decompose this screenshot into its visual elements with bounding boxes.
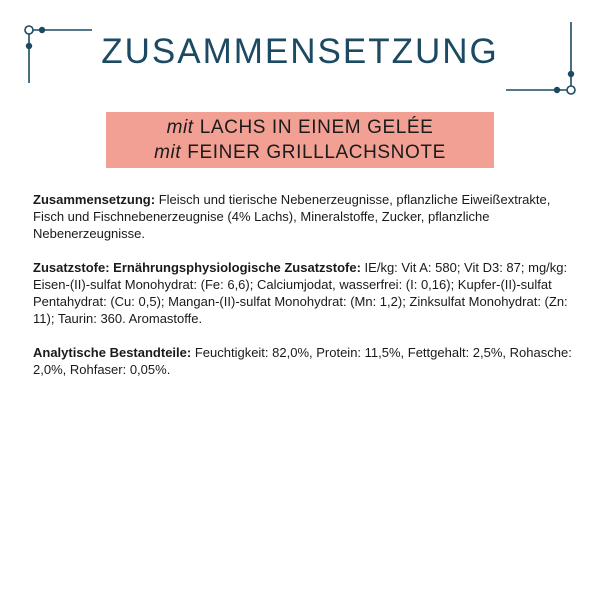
banner-line-2-text: FEINER GRILLLACHSNOTE <box>187 142 446 163</box>
banner-line-2 <box>154 140 446 165</box>
deco-circle-bottom-right-3 <box>555 88 560 93</box>
section-composition-label: Zusammensetzung: <box>33 192 156 207</box>
section-additives-text: IE/kg: Vit A: 580; Vit D3: 87; mg/kg: Eisen-(II)-sulfat Monohydrat: (Fe: 6,6); Calciumjodat, wasserfrei: (I: 0,16); Kupfer-(II)-sulfat Pentahydrat: (Cu: 0,5); Mangan-(II)-sulfat Monohydrat: (Mn: 1,2); Zinksulfat Monohydrat: (Zn: 11); Taurin: 360. Aromastoffe. <box>33 260 568 326</box>
banner-line-1 <box>167 115 434 140</box>
section-analytical <box>33 344 573 378</box>
deco-circle-bottom-right-2 <box>567 86 575 94</box>
section-composition <box>33 191 573 242</box>
banner-line-1-text: LACHS IN EINEM GELÉE <box>199 117 434 138</box>
product-banner <box>106 112 494 168</box>
page-title: ZUSAMMENSETZUNG <box>101 32 499 71</box>
section-analytical-label: Analytische Bestandteile: <box>33 345 192 360</box>
banner-line-2-prefix: mit <box>154 142 182 163</box>
composition-content <box>33 191 573 395</box>
section-analytical-text: Feuchtigkeit: 82,0%, Protein: 11,5%, Fettgehalt: 2,5%, Rohasche: 2,0%, Rohfaser: 0,05%. <box>33 345 572 377</box>
section-additives <box>33 259 573 327</box>
section-additives-label: Zusatzstofe: Ernährungsphysiologische Zusatzstofe: <box>33 260 361 275</box>
deco-circle-bottom-right-1 <box>569 72 574 77</box>
section-composition-text: Fleisch und tierische Nebenerzeugnisse, pflanzliche Eiweißextrakte, Fisch und Fischnebenerzeugnise (4% Lachs), Mineralstoffe, Zucker, pflanzliche Nebenerzeugnisse. <box>33 192 551 241</box>
banner-line-1-prefix: mit <box>166 117 194 138</box>
